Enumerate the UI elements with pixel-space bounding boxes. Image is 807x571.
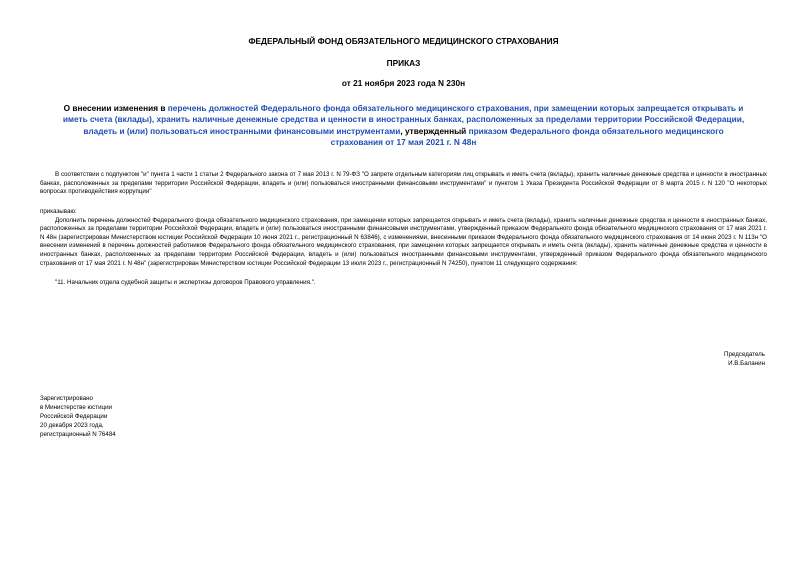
doc-type: ПРИКАЗ: [386, 58, 421, 68]
registration-line: Российской Федерации: [40, 413, 108, 420]
signature-block: [724, 350, 765, 368]
signature-position: Председатель: [724, 351, 765, 358]
title-link-order[interactable]: приказом Федерального фонда обязательного медицинского страхования от 17 мая 2021 г. N 48н: [330, 125, 724, 147]
registration-line: Зарегистрировано: [40, 395, 93, 402]
org-name: ФЕДЕРАЛЬНЫЙ ФОНД ОБЯЗАТЕЛЬНОГО МЕДИЦИНСКОГО СТРАХОВАНИЯ: [248, 36, 559, 46]
title-text-1: О внесении изменения в: [63, 103, 168, 113]
title-text-2: , утвержденный: [400, 125, 469, 136]
main-paragraph: Дополнить перечень должностей Федерального фонда обязательного медицинского страхования, при замещении которых запрещается открывать и иметь счета (вклады), хранить наличные денежные средства и ценности в иностранных банках, расположенных за пределами территории Российской Федерации, владеть и (или) пользоваться иностранными финансовыми инструментами, утвержденный приказом Федерального фонда обязательного медицинского страхования от 17 мая 2021 г. N 48н (зарегистрирован Министерством юстиции Российской Федерации 10 июня 2021 г., регистрационный N 63846), с изменениями, внесенными приказом Федерального фонда обязательного медицинского страхования от 14 июня 2023 г. N 113н "О внесении изменений в перечень должностей работников Федерального фонда обязательного медицинского страхования, при замещении которых запрещается открывать и иметь счета (вклады), хранить наличные денежные средства и ценности в иностранных банках, расположенных за пределами территории Российской Федерации, владеть и (или) пользоваться иностранными финансовыми инструментами, утвержденный приказом Федерального фонда обязательного медицинского страхования от 17 мая 2021 г. N 48н" (зарегистрирован Министерством юстиции Российской Федерации 13 июля 2023 г., регистрационный N 74250), пунктом 11 следующего содержания:: [40, 216, 767, 267]
registration-block: [40, 394, 116, 439]
title-link-list[interactable]: перечень должностей Федерального фонда обязательного медицинского страхования, при замещении которых запрещается открывать и иметь счета (вклады), хранить наличные денежные средства и ценности в иностранных банках, расположенных за пределами территории Российской Федерации, владеть и (или) пользоваться иностранными финансовыми инструментами: [62, 103, 745, 136]
quote-paragraph: "11. Начальник отдела судебной защиты и экспертизы договоров Правового управления.".: [55, 279, 316, 287]
registration-line: 20 декабря 2023 года,: [40, 422, 104, 429]
registration-line: в Министерстве юстиции: [40, 404, 113, 411]
doc-date: от 21 ноября 2023 года N 230н: [341, 78, 466, 88]
doc-title: [60, 103, 747, 148]
signature-name: И.В.Баланин: [728, 360, 765, 367]
ordered-line: приказываю:: [40, 207, 77, 215]
registration-line: регистрационный N 76484: [40, 431, 116, 438]
preamble-paragraph: В соответствии с подпунктом "и" пункта 1 части 1 статьи 2 Федерального закона от 7 мая 2013 г. N 79-ФЗ "О запрете отдельным категориям лиц открывать и иметь счета (вклады), хранить наличные денежные средства и ценности в иностранных банках, расположенных за пределами территории Российской Федерации, владеть и (или) пользоваться иностранными финансовыми инструментами" и пунктом 1 Указа Президента Российской Федерации от 8 марта 2015 г. N 120 "О некоторых вопросах противодействия коррупции": [40, 171, 767, 196]
